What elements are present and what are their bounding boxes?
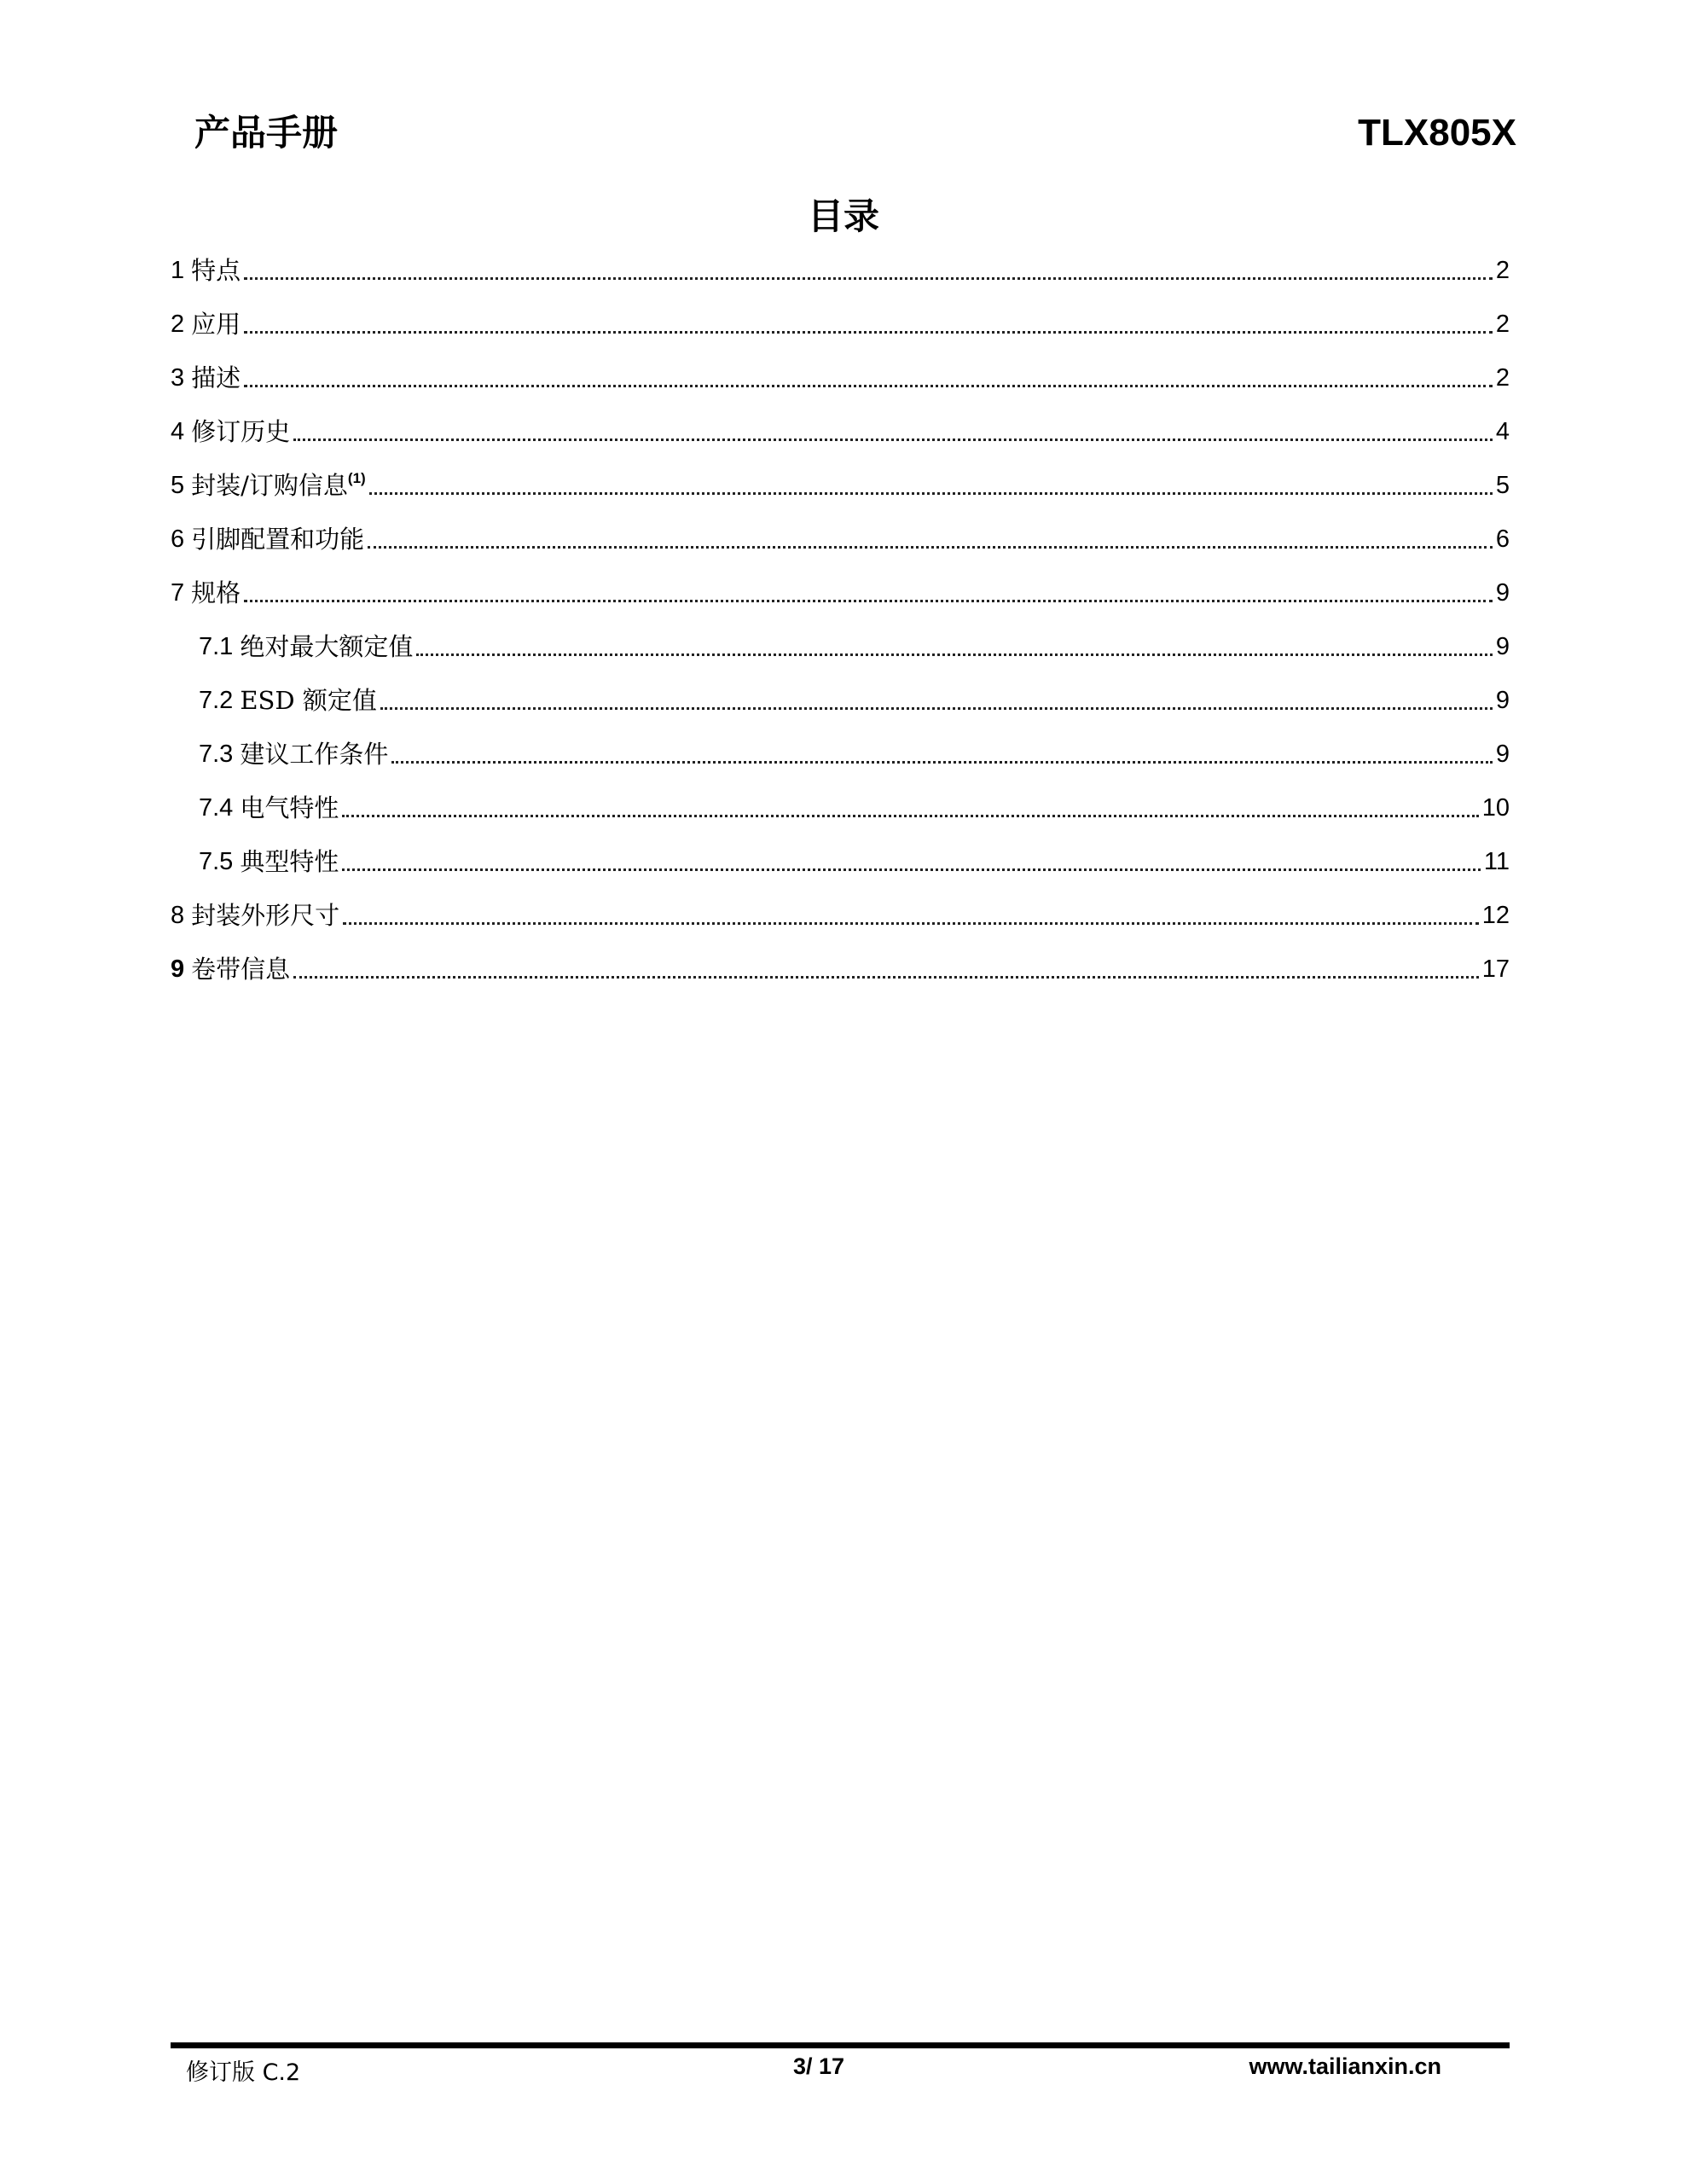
toc-leader-dots: [244, 385, 1493, 387]
toc-entry-number: 8: [171, 902, 185, 929]
toc-entry-description[interactable]: [171, 346, 1510, 400]
toc-entry-number: 7.2: [199, 687, 234, 714]
toc-entry-page: 9: [1495, 741, 1510, 768]
toc-entry-electrical-characteristics[interactable]: [171, 776, 1510, 830]
toc-leader-dots: [391, 761, 1493, 764]
toc-entry-title: 规格: [191, 578, 241, 607]
toc-leader-dots: [244, 277, 1493, 280]
toc-entry-title: 特点: [191, 256, 241, 285]
toc-entry-esd-ratings[interactable]: [171, 669, 1510, 723]
toc-leader-dots: [416, 653, 1493, 656]
toc-entry-number: 7.4: [199, 794, 234, 822]
toc-entry-page: 11: [1483, 848, 1510, 875]
toc-entry-title-text: 封装/订购信息: [191, 471, 348, 500]
toc-entry-applications[interactable]: [171, 293, 1510, 346]
toc-entry-title: 电气特性: [240, 793, 339, 822]
toc-entry-tape-reel[interactable]: [171, 938, 1510, 991]
toc-title: 目录: [807, 195, 879, 237]
toc-entry-recommended-conditions[interactable]: [171, 723, 1510, 776]
toc-entry-page: 4: [1495, 418, 1510, 445]
toc-entry-page: 12: [1481, 902, 1510, 929]
toc-entry-title: 建议工作条件: [240, 740, 389, 769]
toc-entry-number: 4: [171, 418, 185, 445]
footer-divider: [171, 2042, 1510, 2048]
toc-entry-pin-config[interactable]: [171, 508, 1510, 561]
toc-entry-page: 9: [1495, 633, 1510, 660]
toc-leader-dots: [369, 492, 1493, 495]
toc-entry-page: 2: [1495, 311, 1510, 338]
toc-entry-title: 卷带信息: [191, 955, 291, 984]
toc-entry-package-ordering[interactable]: [171, 454, 1510, 508]
toc-entry-page: 5: [1495, 472, 1510, 499]
toc-leader-dots: [244, 600, 1493, 602]
toc-entry-page: 9: [1495, 687, 1510, 714]
toc-entry-number: 7: [171, 579, 185, 607]
toc-leader-dots: [342, 815, 1478, 817]
toc-entry-page: 2: [1495, 364, 1510, 392]
footer-website-link[interactable]: www.tailianxin.cn: [1249, 2053, 1441, 2079]
toc-leader-dots: [380, 707, 1493, 710]
toc-leader-dots: [244, 331, 1493, 334]
toc-entry-number: 9: [171, 956, 185, 983]
toc-entry-number: 3: [171, 364, 185, 392]
toc-leader-dots: [343, 922, 1479, 925]
toc-leader-dots: [293, 976, 1479, 979]
header-part-number: TLX805X: [1358, 112, 1516, 154]
toc-entry-title: 描述: [191, 363, 241, 392]
toc-entry-title: ESD 额定值: [240, 686, 377, 715]
toc-entry-number: 5: [171, 472, 185, 499]
toc-entry-number: 1: [171, 257, 185, 284]
toc-leader-dots: [342, 868, 1481, 871]
header-doc-type: 产品手册: [194, 112, 339, 154]
toc-entry-revision-history[interactable]: [171, 400, 1510, 454]
toc-entry-number: 7.3: [199, 741, 234, 768]
toc-entry-specifications[interactable]: [171, 561, 1510, 615]
toc-entry-number: 7.5: [199, 848, 234, 875]
toc-entry-page: 9: [1495, 579, 1510, 607]
toc-entry-package-outline[interactable]: [171, 884, 1510, 938]
toc-leader-dots: [293, 439, 1493, 441]
toc-entry-typical-characteristics[interactable]: [171, 830, 1510, 884]
toc-entry-page: 2: [1495, 257, 1510, 284]
toc-entry-absolute-max-ratings[interactable]: [171, 615, 1510, 669]
toc-entry-number: 2: [171, 311, 185, 338]
toc-entry-number: 7.1: [199, 633, 234, 660]
toc-entry-title: 封装外形尺寸: [191, 901, 340, 930]
toc-entry-page: 17: [1481, 956, 1510, 983]
toc-entry-features[interactable]: [171, 239, 1510, 293]
toc-entry-number: 6: [171, 526, 185, 553]
toc-entry-page: 6: [1495, 526, 1510, 553]
table-of-contents: [171, 239, 1510, 991]
toc-entry-title: 修订历史: [191, 417, 291, 446]
footer-page-number: 3/ 17: [793, 2053, 845, 2079]
toc-entry-title: 绝对最大额定值: [240, 632, 414, 661]
toc-entry-title: 应用: [191, 310, 241, 339]
toc-entry-title: 典型特性: [240, 847, 339, 876]
footer-revision: 修订版 C.2: [186, 2059, 301, 2086]
toc-entry-title: 引脚配置和功能: [191, 525, 365, 554]
toc-entry-footnote-marker: (1): [347, 470, 366, 486]
toc-leader-dots: [368, 546, 1493, 549]
toc-entry-page: 10: [1481, 794, 1510, 822]
toc-entry-title: [191, 468, 366, 502]
